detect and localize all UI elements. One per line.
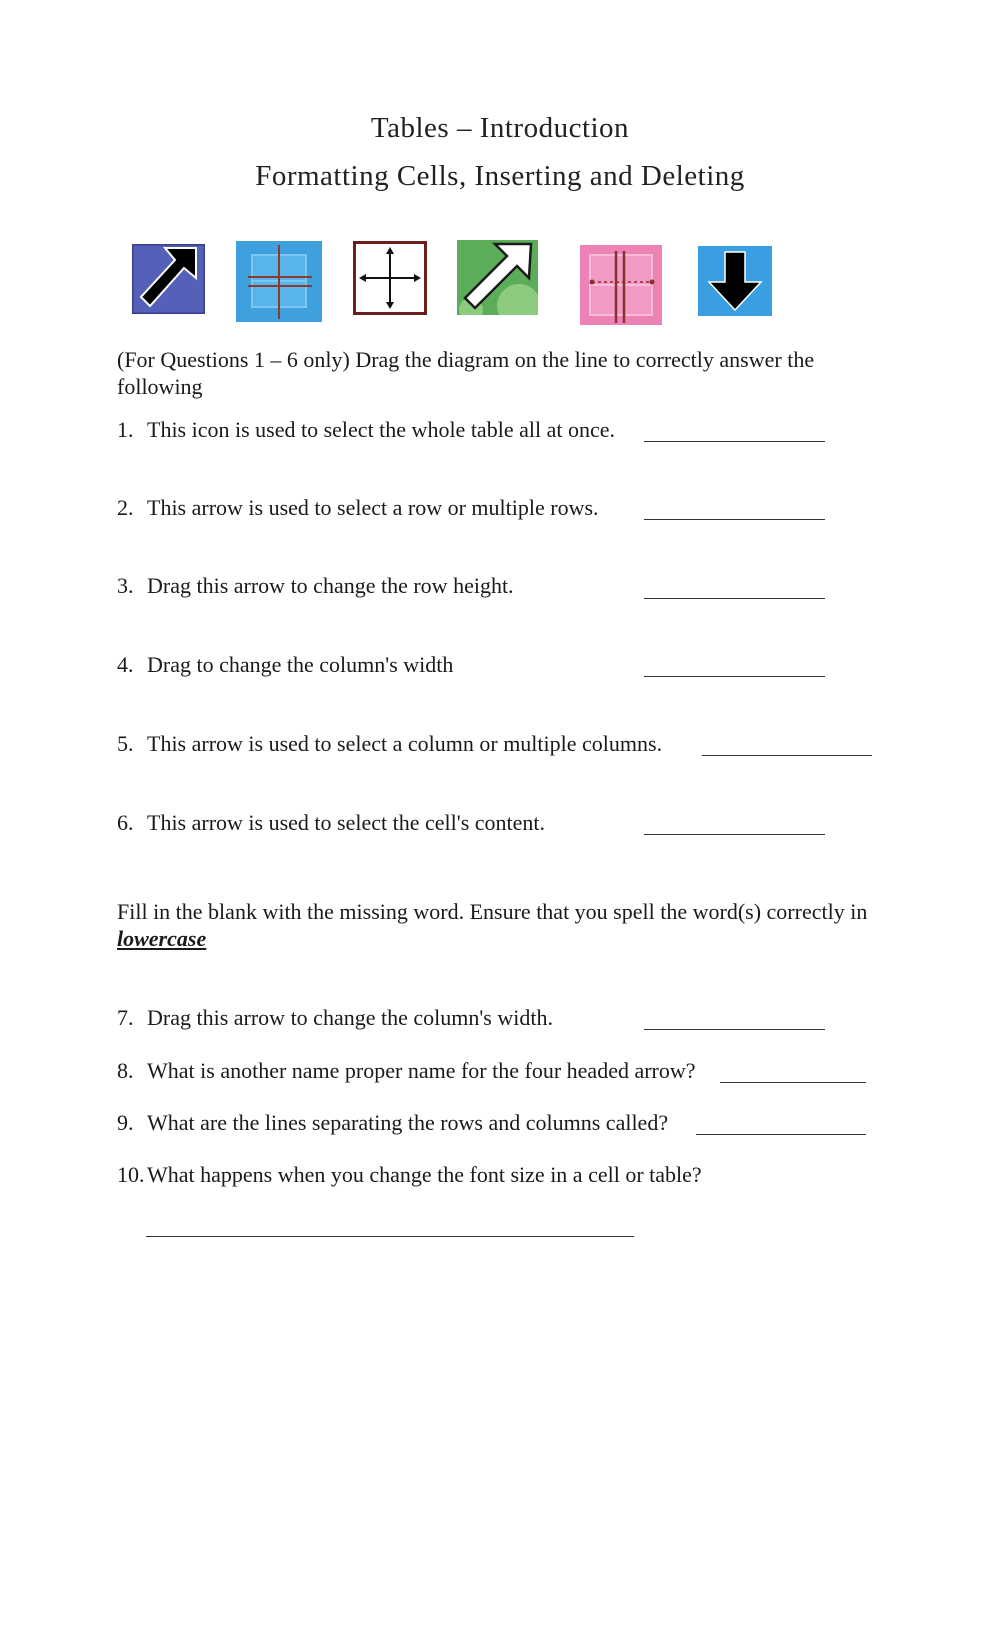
blue-table-move-handle-graphic bbox=[236, 241, 322, 322]
page-subtitle: Formatting Cells, Inserting and Deleting bbox=[255, 160, 745, 192]
question-1 bbox=[117, 416, 615, 443]
question-number: 4. bbox=[117, 652, 134, 677]
question-number: 8. bbox=[117, 1058, 134, 1083]
four-headed-arrow-icon[interactable] bbox=[353, 241, 427, 315]
lowercase-emphasis: lowercase bbox=[117, 926, 207, 951]
answer-blank-1[interactable] bbox=[644, 441, 825, 442]
answer-blank-2[interactable] bbox=[644, 519, 825, 520]
question-number: 6. bbox=[117, 810, 134, 835]
question-text: What are the lines separating the rows and columns called? bbox=[147, 1110, 669, 1135]
page-title: Tables – Introduction bbox=[370, 112, 630, 144]
answer-blank-9[interactable] bbox=[696, 1134, 866, 1135]
question-text: What is another name proper name for the four headed arrow? bbox=[147, 1058, 696, 1083]
answer-blank-7[interactable] bbox=[644, 1029, 825, 1030]
white-diagonal-arrow-graphic bbox=[457, 240, 538, 315]
blue-table-move-handle-icon[interactable] bbox=[236, 241, 322, 322]
answer-blank-8[interactable] bbox=[720, 1082, 866, 1083]
answer-blank-6[interactable] bbox=[644, 834, 825, 835]
pink-column-resize-graphic bbox=[580, 245, 662, 325]
white-diagonal-arrow-icon[interactable] bbox=[457, 240, 538, 315]
question-text: Drag to change the column's width bbox=[147, 652, 454, 677]
question-8 bbox=[117, 1057, 696, 1084]
question-10 bbox=[117, 1161, 702, 1188]
section1-instructions: (For Questions 1 – 6 only) Drag the diagram on the line to correctly answer the following bbox=[117, 347, 815, 399]
question-2 bbox=[117, 494, 599, 521]
black-diagonal-arrow-graphic bbox=[132, 244, 205, 314]
question-9 bbox=[117, 1109, 668, 1136]
answer-blank-3[interactable] bbox=[644, 598, 825, 599]
section2-instructions-text: Fill in the blank with the missing word. Ensure that you spell the word(s) correctly in bbox=[117, 899, 868, 924]
section2-instructions bbox=[117, 898, 907, 952]
question-7 bbox=[117, 1004, 553, 1031]
question-number: 3. bbox=[117, 573, 134, 598]
question-text: This arrow is used to select a column or multiple columns. bbox=[147, 731, 663, 756]
question-number: 9. bbox=[117, 1110, 134, 1135]
answer-blank-4[interactable] bbox=[644, 676, 825, 677]
question-text: This icon is used to select the whole table all at once. bbox=[147, 417, 615, 442]
question-5 bbox=[117, 730, 662, 757]
question-text: Drag this arrow to change the column's width. bbox=[147, 1005, 553, 1030]
question-6 bbox=[117, 809, 545, 836]
question-4 bbox=[117, 651, 453, 678]
black-down-arrow-icon[interactable] bbox=[698, 246, 772, 316]
question-number: 1. bbox=[117, 417, 134, 442]
question-number: 5. bbox=[117, 731, 134, 756]
question-number: 2. bbox=[117, 495, 134, 520]
question-text: Drag this arrow to change the row height. bbox=[147, 573, 514, 598]
pink-column-resize-icon[interactable] bbox=[580, 245, 662, 325]
black-down-arrow-graphic bbox=[698, 246, 772, 316]
question-text: This arrow is used to select a row or multiple rows. bbox=[147, 495, 599, 520]
question-text: What happens when you change the font size in a cell or table? bbox=[147, 1162, 702, 1187]
answer-blank-10[interactable] bbox=[146, 1236, 634, 1237]
four-headed-arrow-graphic bbox=[353, 241, 427, 315]
question-number: 10. bbox=[117, 1162, 145, 1187]
answer-blank-5[interactable] bbox=[702, 755, 872, 756]
black-diagonal-arrow-icon[interactable] bbox=[132, 244, 205, 314]
question-number: 7. bbox=[117, 1005, 134, 1030]
question-3 bbox=[117, 572, 514, 599]
question-text: This arrow is used to select the cell's content. bbox=[147, 810, 546, 835]
